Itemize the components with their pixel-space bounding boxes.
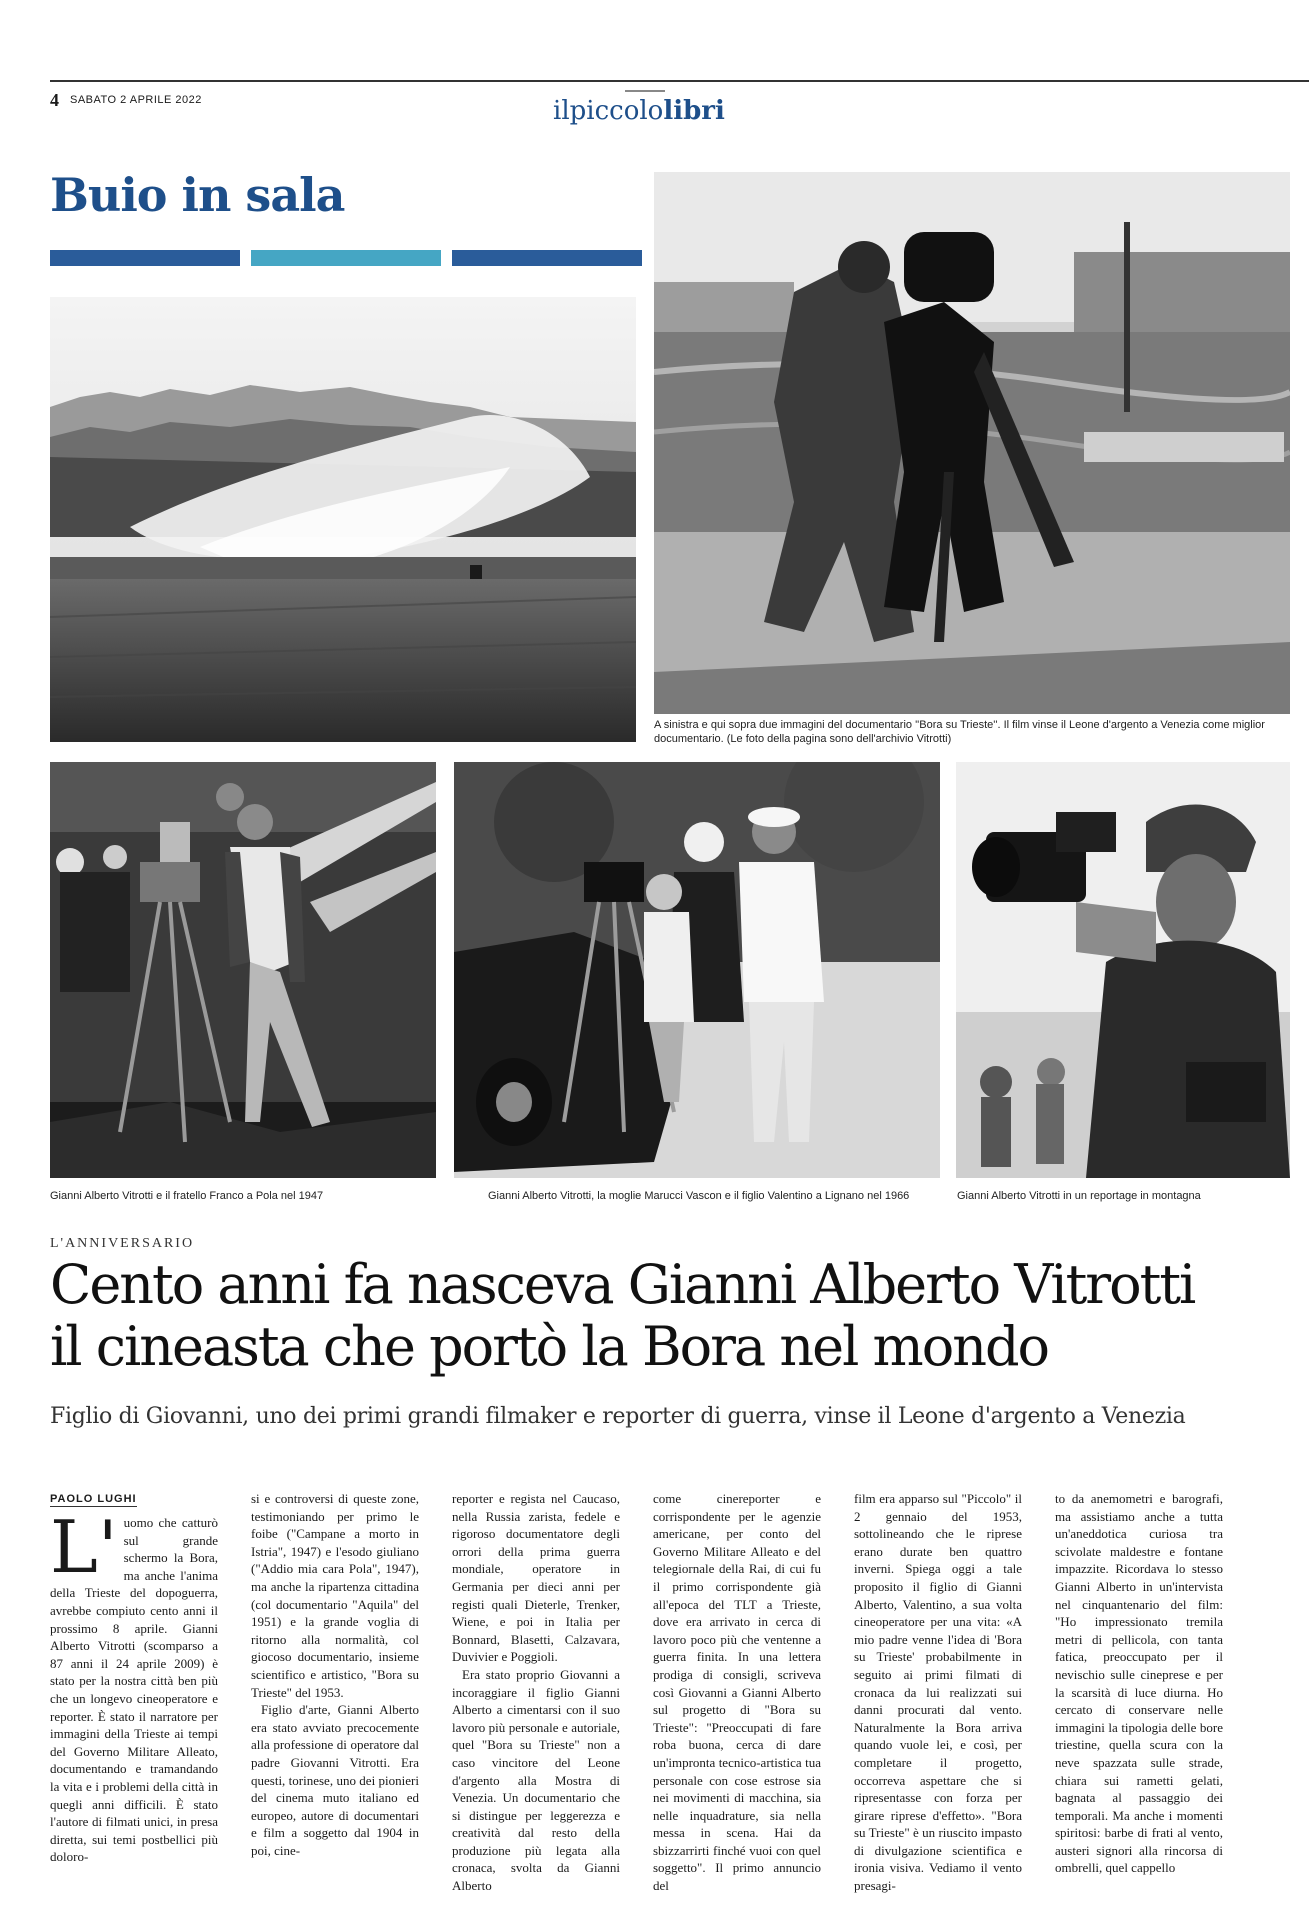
caption-bottom-center: Gianni Alberto Vitrotti, la moglie Marucci Vascon e il figlio Valentino a Lignano nel 1966	[488, 1190, 910, 1202]
top-rule	[50, 80, 1309, 82]
article-headline	[50, 1254, 1280, 1378]
photo-cameraman-bora	[654, 172, 1290, 714]
article-kicker: L'ANNIVERSARIO	[50, 1236, 195, 1251]
article-subhead: Figlio di Giovanni, uno dei primi grandi filmaker e reporter di guerra, vinse il Leone d'argento a Venezia	[50, 1404, 1186, 1429]
article-column-5	[854, 1490, 1022, 1900]
dropcap: L'	[50, 1514, 118, 1589]
section-bar-2	[251, 250, 441, 266]
caption-top-right: A sinistra e qui sopra due immagini del documentario ''Bora su Trieste''. Il film vinse il Leone d'argento a Venezia come miglior documentario. (Le foto della pagina sono dell'archivio Vitrotti)	[654, 719, 1265, 745]
masthead-rule	[625, 90, 665, 92]
col-3-para-2: Era stato proprio Giovanni a incoraggiare il figlio Gianni Alberto a cimentarsi con il suo lavoro più personale e autoriale, quel "Bora su Trieste" non a caso vincitore del Leone d'argento alla Mostra di Venezia. Un documentario che si distingue per leggerezza e creatività dal resto della produzione più legata alla cronaca, svolta da Gianni Alberto	[452, 1666, 620, 1894]
headline-line-2: il cineasta che portò la Bora nel mondo	[50, 1315, 1049, 1378]
headline-line-1: Cento anni fa nasceva Gianni Alberto Vitrotti	[50, 1253, 1195, 1316]
photo-bora-waves	[50, 297, 636, 742]
col-3-para-1: reporter e regista nel Caucaso, nella Russia zarista, fedele e rigoroso documentatore degli orrori della prima guerra mondiale, operatore in Germania per dieci anni per registi quali Dieterle, Trenker, Wiene, e poi in Italia per Bonnard, Blasetti, Calzavara, Duvivier e Poggioli.	[452, 1491, 620, 1665]
photo-mountain-reportage	[956, 762, 1290, 1178]
col-2-para-2: Figlio d'arte, Gianni Alberto era stato avviato precocemente alla professione di operatore dal padre Giovanni Vitrotti. Era questi, torinese, uno dei pionieri del cinema muto italiano ed europeo, autore di documentari e film a soggetto dal 1904 in poi, cine-	[251, 1702, 419, 1858]
caption-bottom-left: Gianni Alberto Vitrotti e il fratello Franco a Pola nel 1947	[50, 1190, 324, 1202]
masthead	[553, 96, 725, 126]
photo-lignano-1966	[454, 762, 940, 1178]
article-column-6	[1055, 1490, 1223, 1900]
col-4-para-1: come cinereporter e corrispondente per le agenzie americane, per conto del Governo Militare Alleato e del telegiornale della Rai, di cui fu il primo corrispondente già all'epoca del TLT a Trieste, dove era arrivato in cerca di lavoro poco più che ventenne a guerra finita. In una lettera prodiga di consigli, scriveva così Giovanni a Gianni Alberto sul progetto di "Bora su Trieste": "Preoccupati di fare roba buona, cerca di dare un'impronta tecnico-artistica tua personale con cose estrose sia nei movimenti di macchina, sia nelle inquadrature, sia nella messa in scena. Hai da sbizzarrirti finché vuoi con quel soggetto". Il primo annuncio del	[653, 1491, 821, 1894]
col-6-para-1: to da anemometri e barografi, ma assistiamo anche a tutta un'aneddotica curiosa tra scivolate maldestre e fontane impazzite. Ricordava lo stesso Gianni Alberto in un'intervista nel cinquantenario del film: "Ho impressionato tremila metri di pellicola, con tanta fatica, preoccupato per il nevischio sulle cineprese e per la scarsità di luce diurna. Ho cercato di conservare nelle immagini la tipologia delle bore triestine, quella scura con la neve spazzata sulle strade, chiara sui rametti gelati, bagnata al passaggio dei temporali. Ma anche i momenti spiritosi: barbe di frati al vento, austeri signori alla rincorsa di ombrelli, quel cappello	[1055, 1491, 1223, 1876]
caption-bottom-right: Gianni Alberto Vitrotti in un reportage in montagna	[957, 1190, 1201, 1202]
masthead-light: ilpiccolo	[553, 96, 664, 126]
masthead-bold: libri	[663, 96, 725, 126]
section-title: Buio in sala	[50, 168, 345, 222]
page-number: 4	[50, 90, 59, 110]
section-bar-3	[452, 250, 642, 266]
section-bar-1	[50, 250, 240, 266]
article-column-4	[653, 1490, 821, 1900]
dateline: SABATO 2 APRILE 2022	[70, 94, 202, 106]
col-2-para-1: si e controversi di queste zone, testimoniando per primo le foibe ("Campane a morto in Istria", 1947) e l'esodo giuliano ("Addio mia cara Pola", 1947), ma anche la ripartenza cittadina (col documentario "Aquila" del 1951) e la grande voglia di ritorno alla normalità, col giocoso documentario, insieme scientifico e artistico, "Bora su Trieste" del 1953.	[251, 1491, 419, 1700]
byline: PAOLO LUGHI	[50, 1493, 137, 1505]
article-column-1	[50, 1514, 218, 1900]
article-column-2	[251, 1490, 419, 1900]
col-5-para-1: film era apparso sul "Piccolo" il 2 gennaio del 1953, sottolineando che le riprese erano durate ben quattro inverni. Spiega oggi a tale proposito il figlio di Gianni Alberto, Valentino, a sua volta cineoperatore per una vita: «A mio padre venne l'idea di 'Bora su Trieste' probabilmente in seguito ai primi filmati di cronaca da lui realizzati sui danni procurati dal vento. Naturalmente la Bora arriva quando vuole lei, e così, per completare il progetto, occorreva aspettare che si ripresentasse con forza per girare riprese d'effetto». "Bora su Trieste" è un riuscito impasto di divulgazione scientifica e ironia visiva. Vediamo il vento presagi-	[854, 1491, 1022, 1894]
photo-pola-1947	[50, 762, 436, 1178]
article-column-3	[452, 1490, 620, 1900]
col-1-para-1: uomo che catturò sul grande schermo la Bora, ma anche l'anima della Trieste del dopoguerra, avrebbe compiuto cento anni il prossimo 8 aprile. Gianni Alberto Vitrotti (scomparso a 87 anni il 24 aprile 2009) è stato per la nostra città ben più che un longevo cineoperatore e reporter. È stato il narratore per immagini della Trieste ai tempi del Governo Militare Alleato, documentando e tramandando la vita e i problemi della città in quegli anni difficili. È stato l'autore di filmati unici, in presa diretta, sui temi postbellici più doloro-	[50, 1515, 218, 1865]
